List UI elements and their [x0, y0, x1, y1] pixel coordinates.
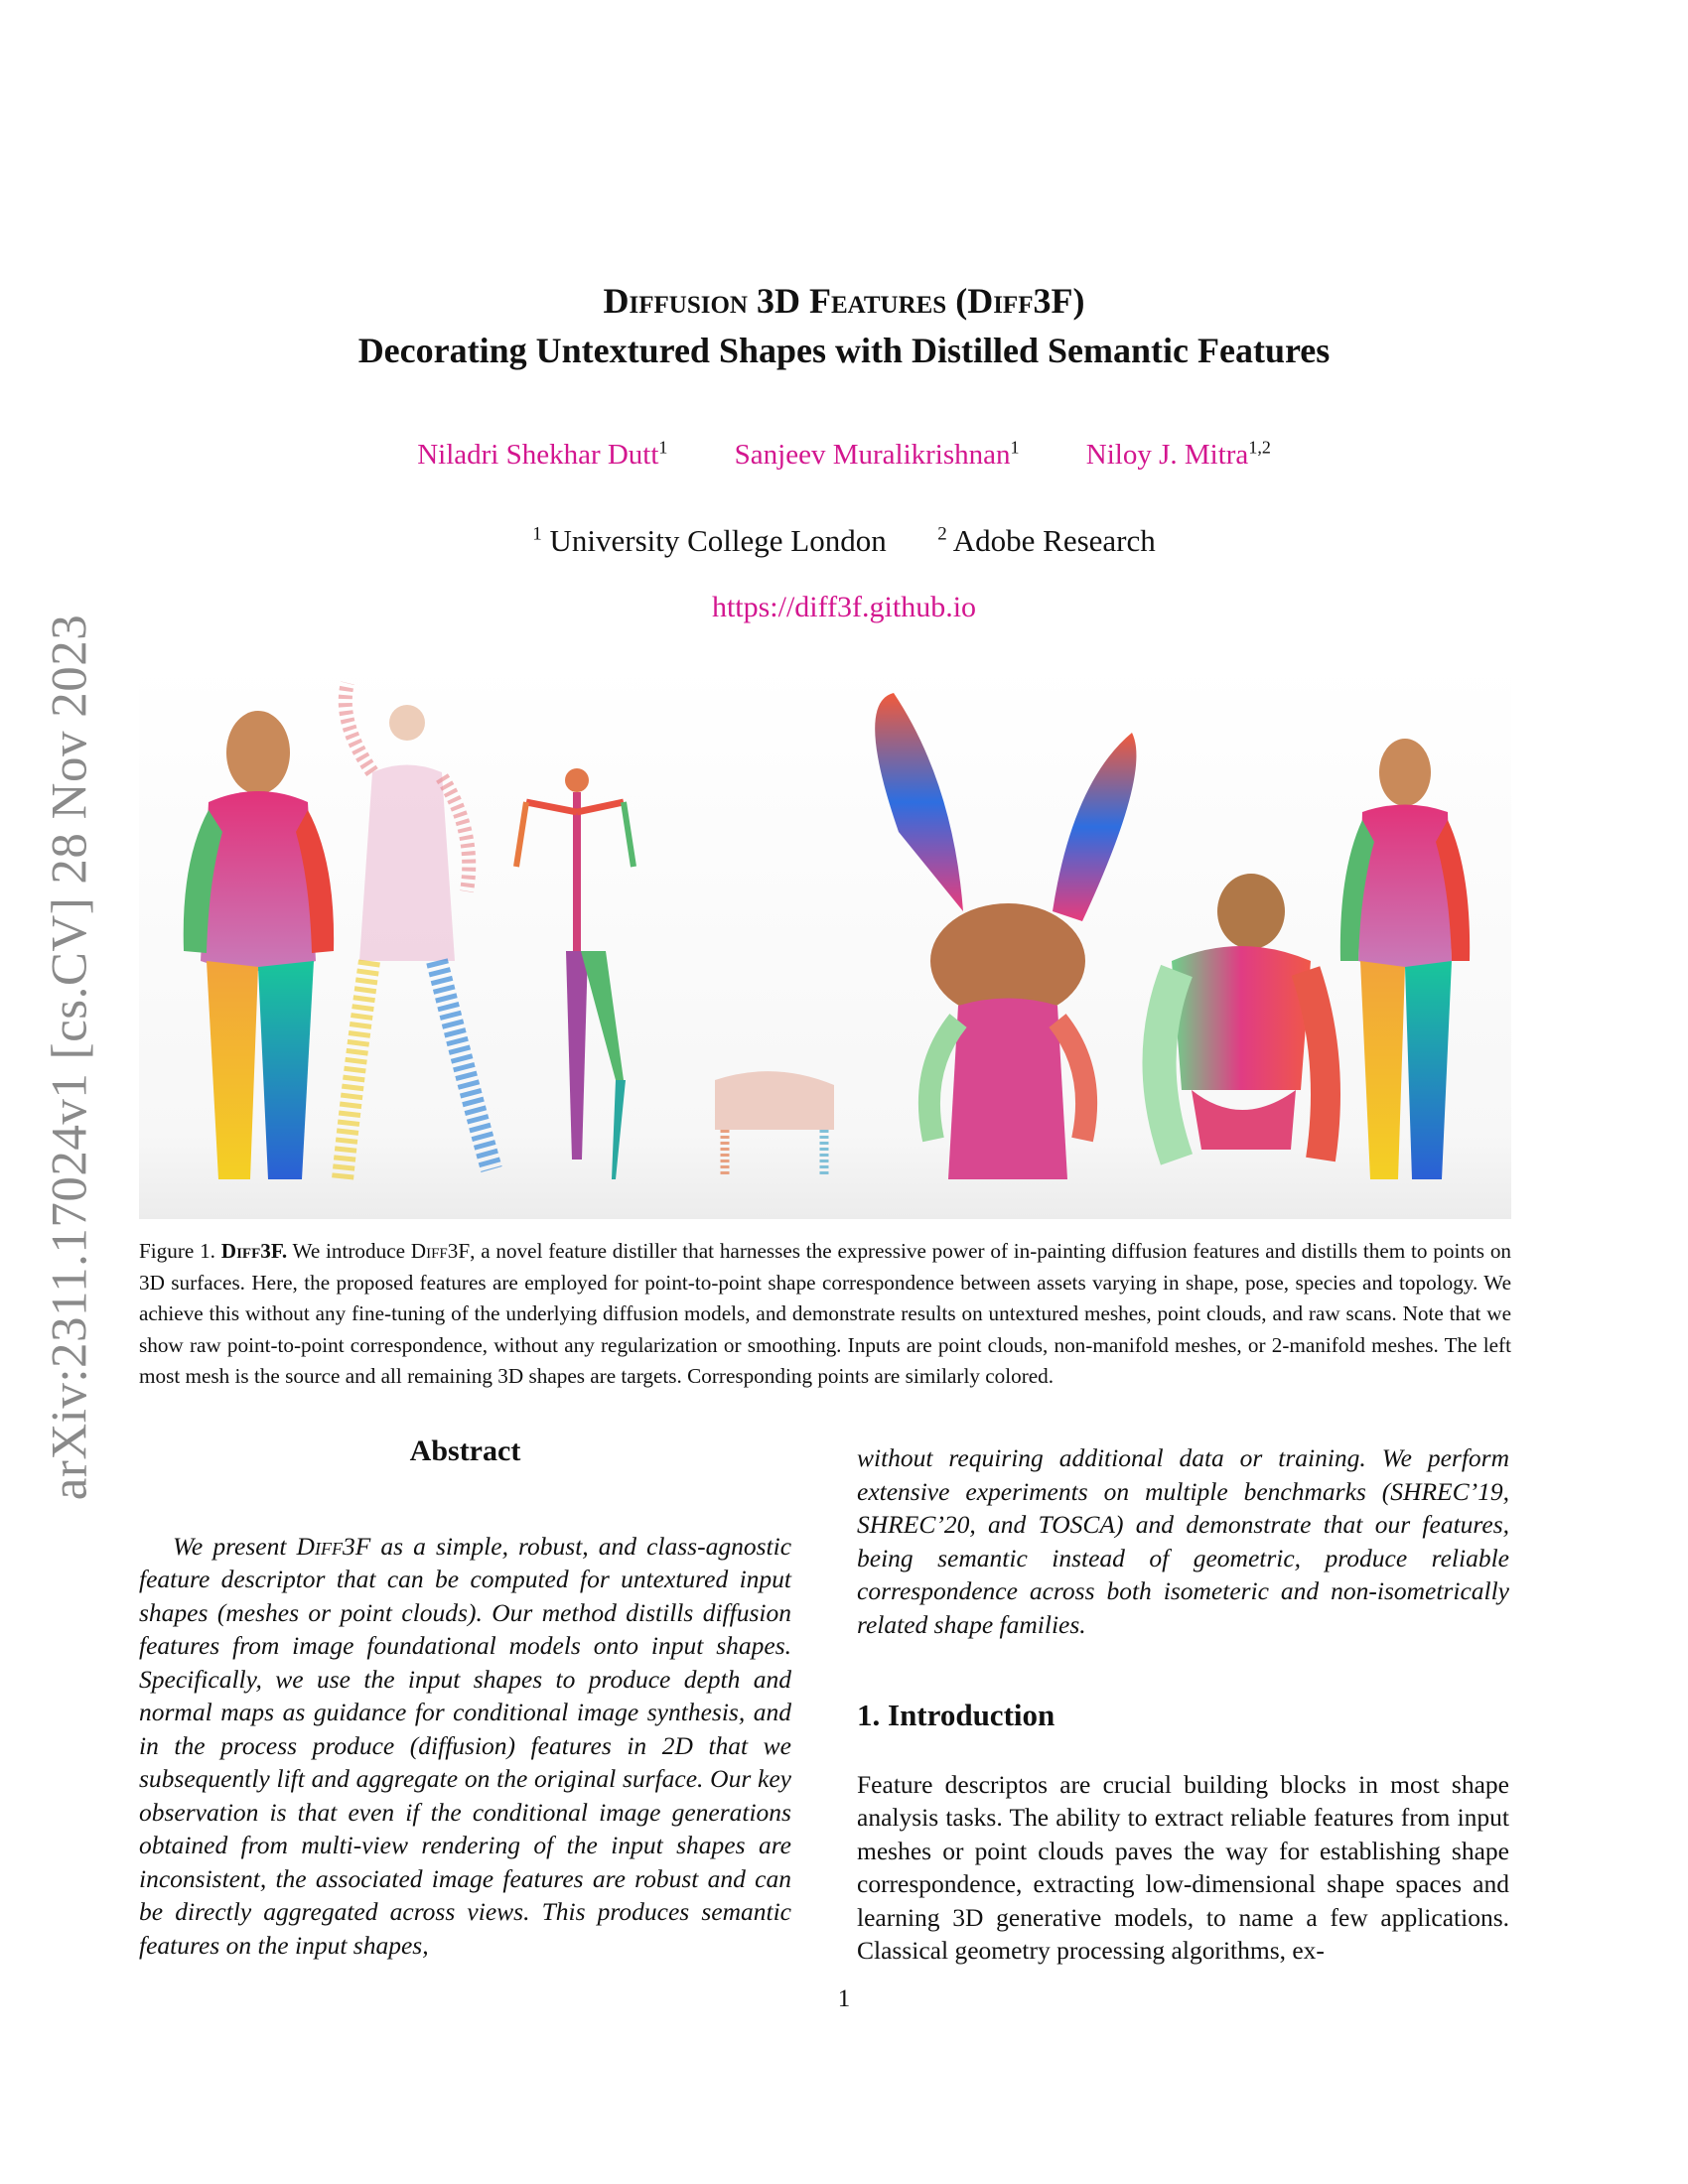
- abstract-method: Diff3F: [296, 1531, 371, 1561]
- affiliation-adobe: Adobe Research: [952, 523, 1156, 558]
- author-name: Niladri Shekhar Dutt: [417, 438, 659, 471]
- author-affil-mark: 1: [1010, 437, 1020, 457]
- teaser-figure: [139, 663, 1511, 1219]
- figure-caption: [139, 1236, 1511, 1393]
- project-url-link[interactable]: https://diff3f.github.io: [711, 591, 977, 623]
- author-affil-mark: 1,2: [1248, 437, 1271, 457]
- head: [1379, 739, 1431, 806]
- author-2[interactable]: [735, 439, 1020, 471]
- caption-text-a: We introduce: [292, 1239, 411, 1263]
- author-name: Niloy J. Mitra: [1085, 438, 1249, 471]
- author-list: [0, 437, 1688, 472]
- author-3[interactable]: [1086, 439, 1271, 471]
- left-column: [139, 1434, 791, 1962]
- head: [226, 711, 290, 794]
- affil-mark: 1: [532, 523, 542, 545]
- affil-mark: 2: [937, 523, 947, 545]
- introduction-heading: 1. Introduction: [857, 1698, 1055, 1732]
- arxiv-stamp: [40, 566, 99, 1549]
- author-affil-mark: 1: [658, 437, 668, 457]
- figure-name: Diff3F.: [220, 1239, 288, 1263]
- gorilla-head: [1217, 874, 1285, 949]
- title-line-1: Diffusion 3D Features (Diff3F): [603, 281, 1085, 321]
- bunny-body: [948, 999, 1067, 1180]
- author-1[interactable]: [417, 439, 667, 471]
- arxiv-identifier: arXiv:2311.17024v1 [cs.CV] 28 Nov 2023: [42, 614, 97, 1501]
- gorilla-body: [1172, 946, 1311, 1090]
- gorilla-left-arm: [1160, 971, 1178, 1160]
- affiliations: [0, 523, 1688, 559]
- torso: [201, 791, 316, 971]
- abstract-heading: Abstract: [409, 1434, 521, 1467]
- affiliation-ucl: University College London: [549, 523, 887, 558]
- page-number: 1: [837, 1985, 851, 2012]
- figure-label: Figure 1. Diff3F.: [139, 1239, 288, 1263]
- paper-title: [0, 276, 1688, 375]
- introduction-text: Feature descriptos are crucial building blocks in most shape analysis tasks. The ability to extract reliable features from input meshes or point clouds paves the way for establishing shape correspondence, extracting low-dimensional shape spaces and learning 3D generative models, to name a few applications. Classical geometry processing algorithms, ex-: [857, 1769, 1509, 1965]
- author-name: Sanjeev Muralikrishnan: [734, 438, 1011, 471]
- abstract-continued: without requiring additional data or training. We perform extensive experiments on multiple benchmarks (SHREC’19, SHREC’20, and TOSCA) and demonstrate that our features, being semantic instead of geometric, produce reliable correspondence across both isometeric and non-isometrically related shape families.: [857, 1443, 1509, 1639]
- abstract-text: We present Diff3F as a simple, robust, and class-agnostic feature descriptor that can be computed for untextured input shapes (meshes or point clouds). Our method distills diffusion features from image foundational models onto input shapes. Specifically, we use the input shapes to produce depth and normal maps as guidance for conditional image synthesis, and in the process produce (diffusion) features in 2D that we subsequently lift and aggregate on the original surface. Our key observation is that even if the conditional image generations obtained from multi-view rendering of the input shapes are inconsistent, the associated image features are robust and can be directly aggregated across views. This produces semantic features on the input shapes,: [139, 1531, 792, 1960]
- right-column: [857, 1441, 1509, 1968]
- torso: [1358, 805, 1452, 969]
- caption-method: Diff3F: [410, 1239, 471, 1263]
- caption-text-b: , a novel feature distiller that harnesses the expressive power of in-painting diffusion features and distills them to points on 3D surfaces. Here, the proposed features are employed for point-to-point shape correspondence between assets varying in shape, pose, species and topology. We achieve this without any fine-tuning of the underlying diffusion models, and demonstrate results on untextured meshes, point clouds, and raw scans. Note that we show raw point-to-point correspondence, without any regularization or smoothing. Inputs are point clouds, non-manifold meshes, or 2-manifold meshes. The left most mesh is the source and all remaining 3D shapes are targets. Corresponding points are similarly colored.: [139, 1239, 1512, 1388]
- title-line-2: Decorating Untextured Shapes with Distilled Semantic Features: [357, 331, 1331, 370]
